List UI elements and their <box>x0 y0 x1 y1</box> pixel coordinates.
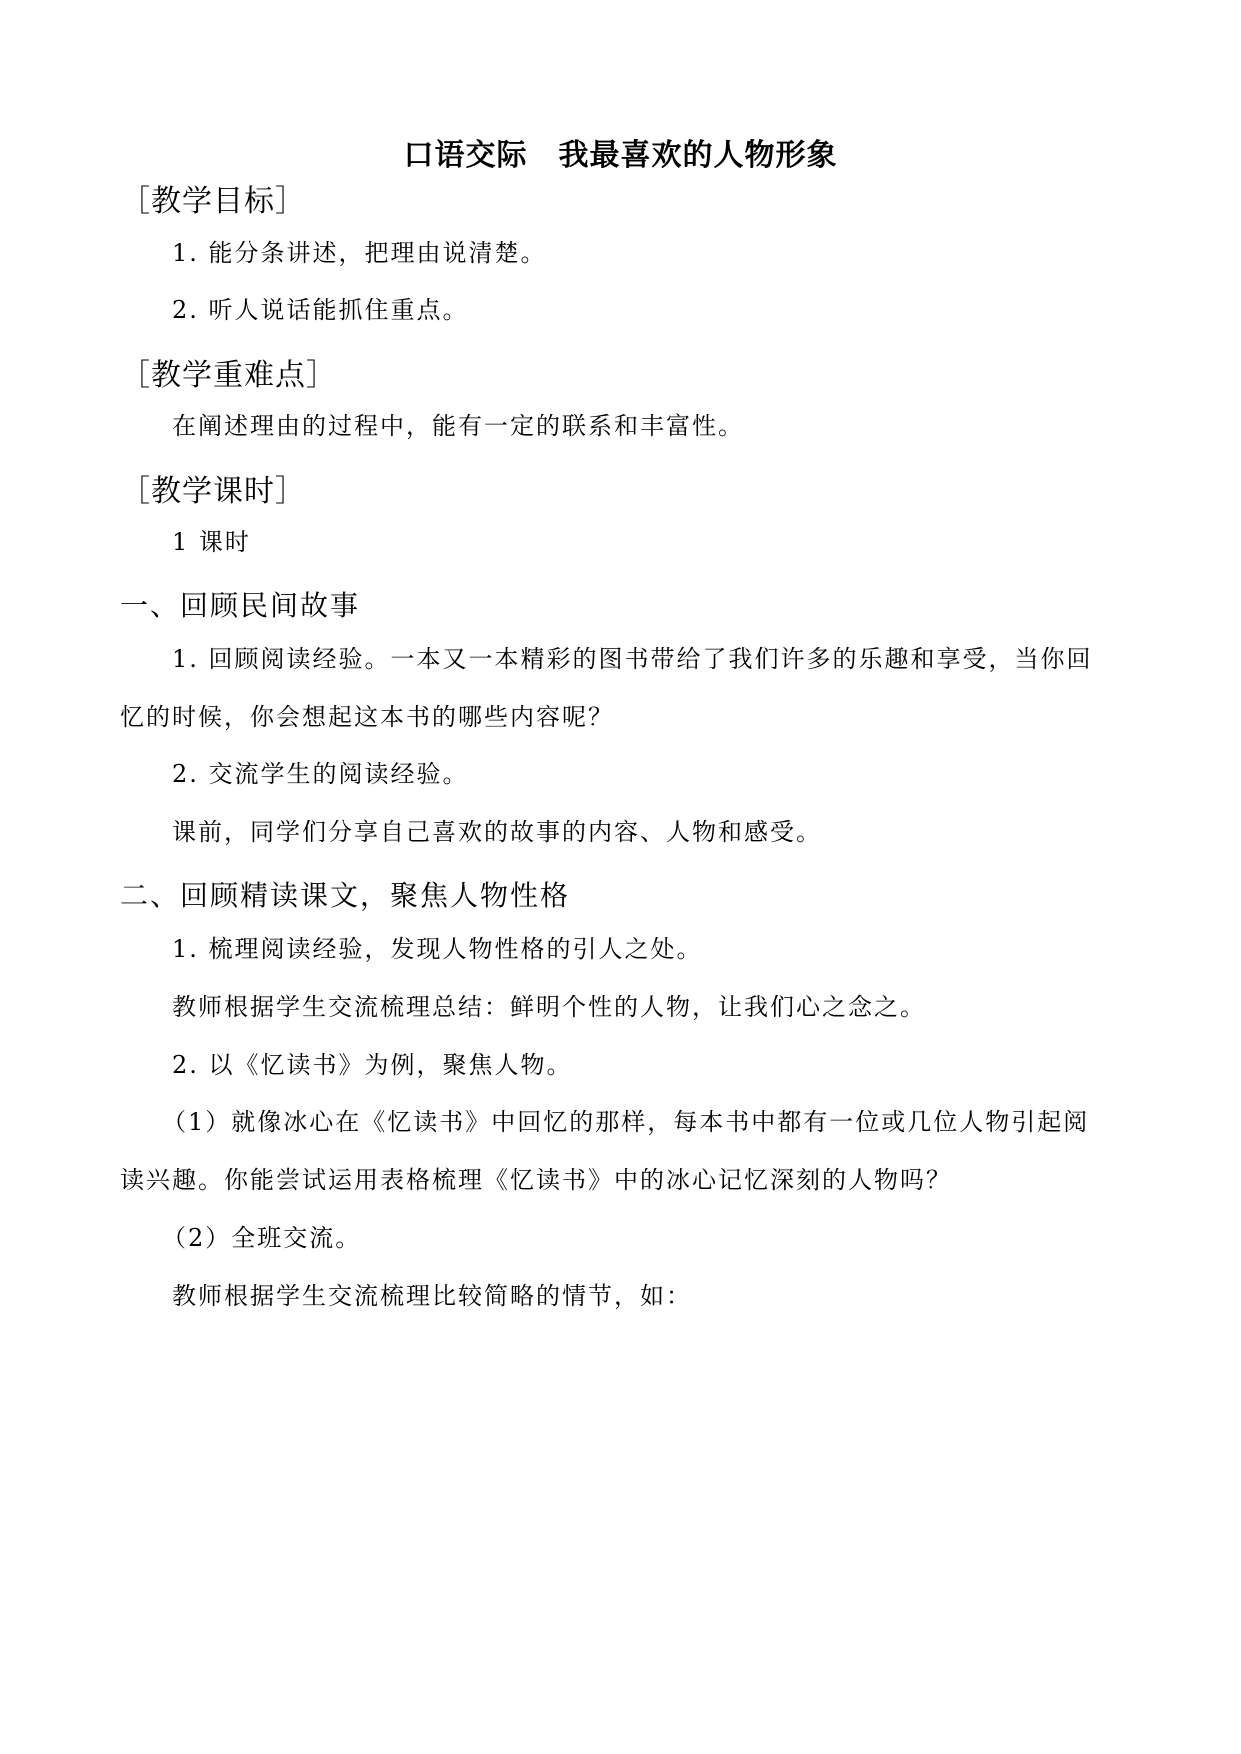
part1-paragraph-1-line-2: 忆的时候，你会想起这本书的哪些内容呢？ <box>120 703 614 731</box>
period-heading: ［教学课时］ <box>120 474 306 509</box>
part1-paragraph-2: 2. 交流学生的阅读经验。 <box>172 760 469 788</box>
part2-heading: 二、回顾精读课文，聚焦人物性格 <box>120 879 571 912</box>
part2-paragraph-2: 教师根据学生交流梳理总结：鲜明个性的人物，让我们心之念之。 <box>172 993 926 1021</box>
part1-paragraph-1-line-1: 1. 回顾阅读经验。一本又一本精彩的图书带给了我们许多的乐趣和享受，当你回 <box>172 645 1093 673</box>
period-text: 1 课时 <box>172 528 251 556</box>
key-points-heading: ［教学重难点］ <box>120 358 337 393</box>
objective-1: 1. 能分条讲述，把理由说清楚。 <box>172 239 547 267</box>
part2-paragraph-6: 教师根据学生交流梳理比较简略的情节，如： <box>172 1282 692 1310</box>
objectives-heading: ［教学目标］ <box>120 184 306 219</box>
document-title: 口语交际 我最喜欢的人物形象 <box>403 138 838 173</box>
key-points-text: 在阐述理由的过程中，能有一定的联系和丰富性。 <box>172 412 744 440</box>
objective-2: 2. 听人说话能抓住重点。 <box>172 296 469 324</box>
part2-paragraph-3: 2. 以《忆读书》为例，聚焦人物。 <box>172 1051 573 1079</box>
part1-paragraph-3: 课前，同学们分享自己喜欢的故事的内容、人物和感受。 <box>172 818 822 846</box>
part2-paragraph-4-line-1: （1）就像冰心在《忆读书》中回忆的那样，每本书中都有一位或几位人物引起阅 <box>162 1108 1090 1136</box>
part1-heading: 一、回顾民间故事 <box>120 589 361 622</box>
part2-paragraph-1: 1. 梳理阅读经验，发现人物性格的引人之处。 <box>172 935 703 963</box>
part2-paragraph-4-line-2: 读兴趣。你能尝试运用表格梳理《忆读书》中的冰心记忆深刻的人物吗？ <box>120 1166 952 1194</box>
part2-paragraph-5: （2）全班交流。 <box>162 1224 362 1252</box>
